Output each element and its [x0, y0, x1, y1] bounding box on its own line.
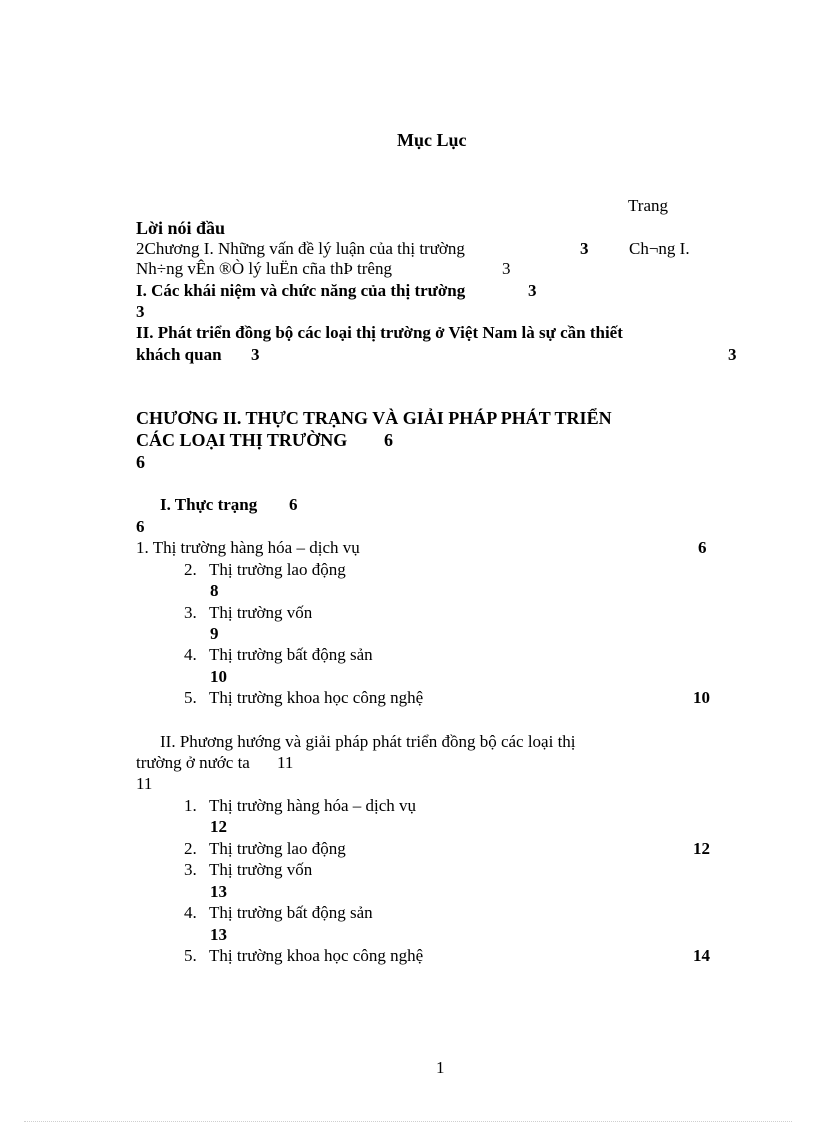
ch2-heading-line1: CHƯƠNG II. THỰC TRẠNG VÀ GIẢI PHÁP PHÁT TRIỂN — [136, 408, 612, 428]
ch1-line1-left: 2Chương I. Những vấn đề lý luận của thị trường — [136, 239, 465, 258]
ch1-sec1-num2: 3 — [136, 302, 145, 321]
ch1-line2-left: Nh÷ng vÊn ®Ò lý luËn cña thÞ trêng — [136, 259, 392, 278]
ch2-sec2-line2: trường ở nước ta — [136, 753, 250, 772]
ch2-sec2-item-5-label: 5. — [184, 946, 197, 965]
ch2-sec1-item-4-num: 10 — [210, 667, 227, 686]
ch2-heading-num2: 6 — [136, 452, 145, 472]
ch2-sec1-item-5-num: 10 — [693, 688, 710, 707]
ch2-sec2-item-2-label: 2. — [184, 839, 197, 858]
page-number: 1 — [436, 1058, 445, 1077]
ch2-sec2-item-3-num: 13 — [210, 882, 227, 901]
ch2-sec2-item-4-text: Thị trường bất động sản — [209, 903, 373, 922]
ch2-sec1-item-4-label: 4. — [184, 645, 197, 664]
ch2-sec1-item-1: 1. Thị trường hàng hóa – dịch vụ — [136, 538, 360, 557]
ch2-sec2-num: 11 — [277, 753, 294, 772]
ch2-sec2-item-1-num: 12 — [210, 817, 227, 836]
ch2-sec2-item-2-num: 12 — [693, 839, 710, 858]
ch2-sec2-item-1-label: 1. — [184, 796, 197, 815]
ch2-sec2-item-5-text: Thị trường khoa học công nghệ — [209, 946, 424, 965]
ch2-heading-line2: CÁC LOẠI THỊ TRƯỜNG — [136, 430, 348, 450]
ch2-sec2-item-1-text: Thị trường hàng hóa – dịch vụ — [209, 796, 417, 815]
ch2-sec1-item-5-text: Thị trường khoa học công nghệ — [209, 688, 424, 707]
ch2-sec1-item-2-num: 8 — [210, 581, 219, 600]
ch2-heading-num: 6 — [384, 430, 393, 450]
ch1-line1-right: Ch¬ng I. — [629, 239, 690, 258]
ch1-sec1-label: I. Các khái niệm và chức năng của thị trường — [136, 281, 466, 300]
ch2-sec1-item-4-text: Thị trường bất động sản — [209, 645, 373, 664]
ch2-sec2-num2: 11 — [136, 774, 153, 793]
ch2-sec2-item-2-text: Thị trường lao động — [209, 839, 346, 858]
page-edge-divider — [24, 1121, 792, 1122]
ch2-sec1-num: 6 — [289, 495, 298, 514]
ch2-sec2-item-4-num: 13 — [210, 925, 227, 944]
ch2-sec1-item-3-num: 9 — [210, 624, 219, 643]
ch1-line1-num: 3 — [580, 239, 589, 258]
ch2-sec2-line1: II. Phương hướng và giải pháp phát triển đồng bộ các loại thị — [160, 732, 576, 751]
ch2-sec2-item-3-text: Thị trường vốn — [209, 860, 313, 879]
loi-noi-dau: Lời nói đầu — [136, 218, 226, 238]
ch1-sec2-line1: II. Phát triển đồng bộ các loại thị trường ở Việt Nam là sự cần thiết — [136, 323, 623, 342]
ch2-sec2-item-3-label: 3. — [184, 860, 197, 879]
ch2-sec2-item-4-label: 4. — [184, 903, 197, 922]
ch2-sec1-label: I. Thực trạng — [160, 495, 258, 514]
ch1-line2-num: 3 — [502, 259, 511, 278]
ch2-sec1-item-1-num: 6 — [698, 538, 707, 557]
ch2-sec1-item-2-text: Thị trường lao động — [209, 560, 346, 579]
ch1-sec2-num: 3 — [251, 345, 260, 364]
ch1-sec2-line2: khách quan — [136, 345, 222, 364]
ch2-sec1-num2: 6 — [136, 517, 145, 536]
ch2-sec1-item-3-label: 3. — [184, 603, 197, 622]
page-title: Mục Lục — [397, 130, 467, 150]
ch2-sec1-item-5-label: 5. — [184, 688, 197, 707]
ch2-sec2-item-5-num: 14 — [693, 946, 710, 965]
ch1-sec2-num-right: 3 — [728, 345, 737, 364]
trang-label: Trang — [628, 196, 668, 215]
ch2-sec1-item-2-label: 2. — [184, 560, 197, 579]
ch1-sec1-num: 3 — [528, 281, 537, 300]
ch2-sec1-item-3-text: Thị trường vốn — [209, 603, 313, 622]
